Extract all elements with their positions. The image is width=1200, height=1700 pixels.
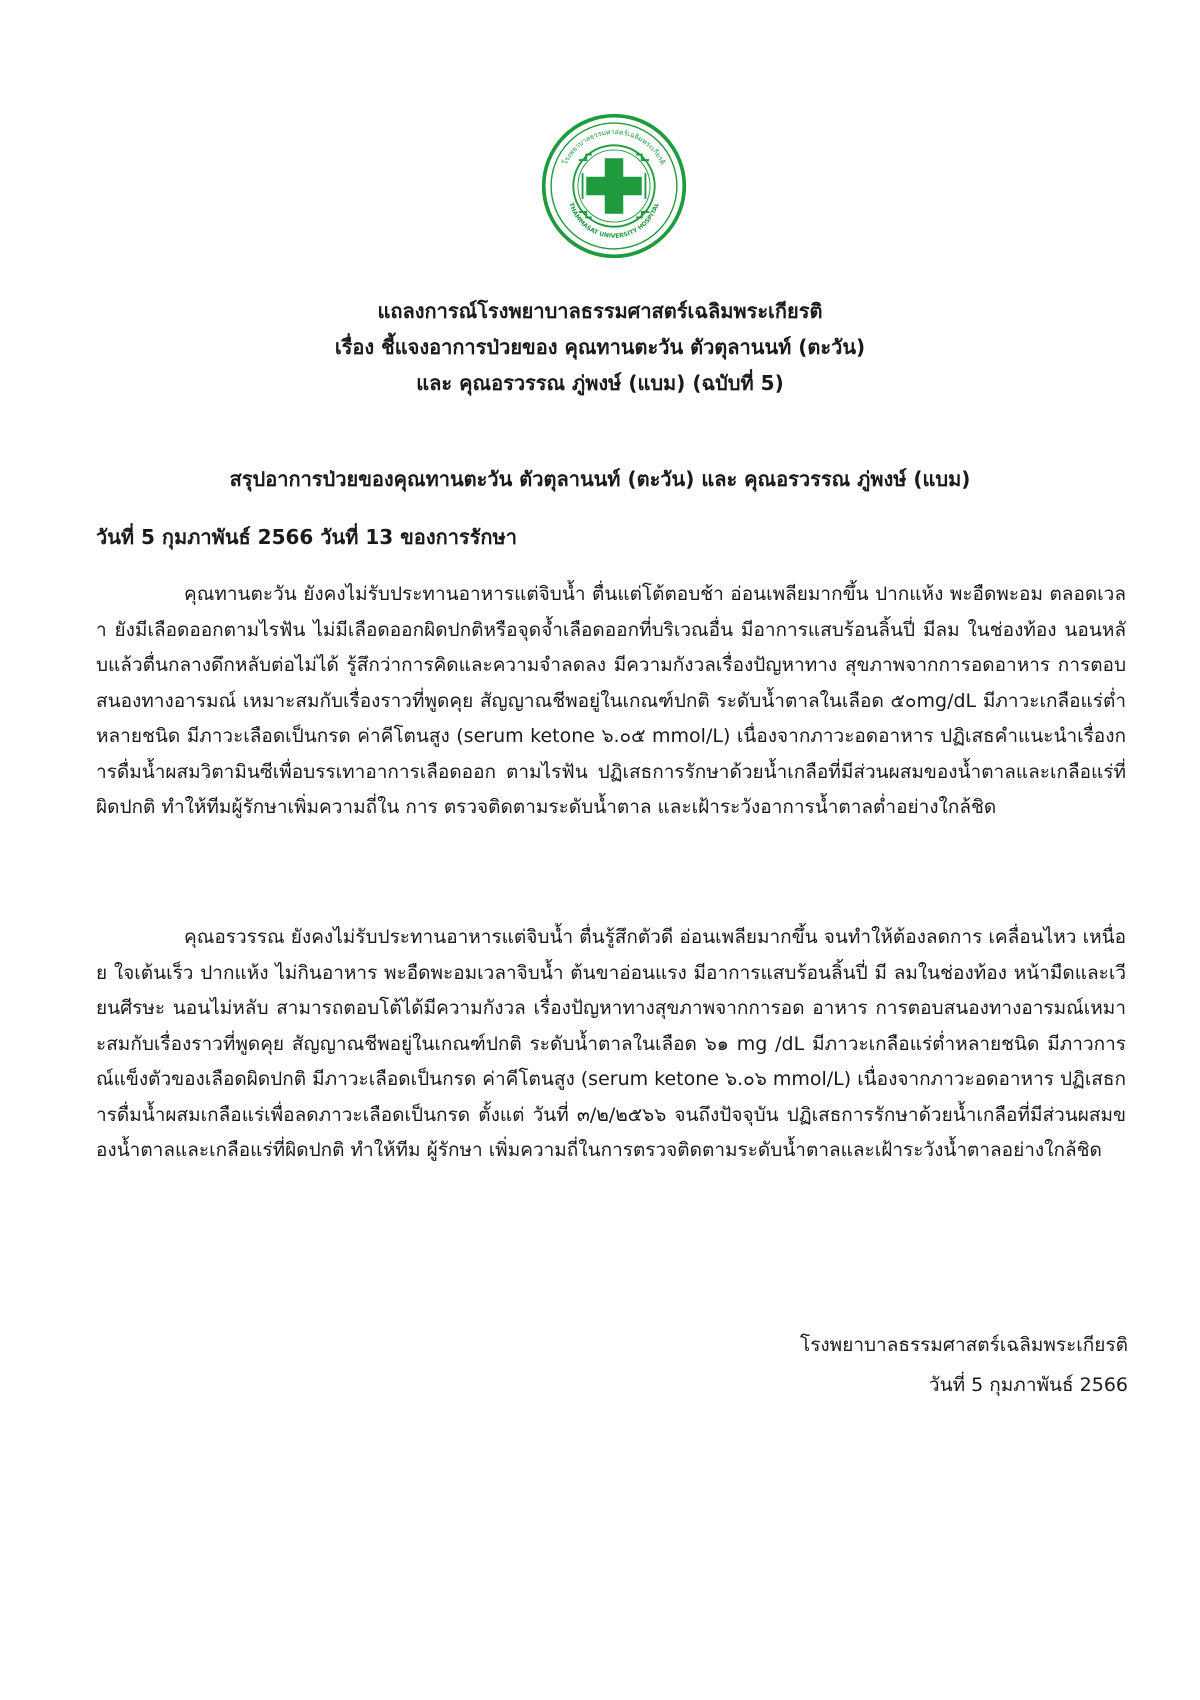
signature-date: วันที่ 5 กุมภาพันธ์ 2566	[928, 1374, 1128, 1396]
heading-line-3: และ คุณอรวรรณ ภู่พงษ์ (แบม) (ฉบับที่ 5)	[416, 371, 784, 395]
logo-ring-text-top: โรงพยาบาลธรรมศาสตร์เฉลิมพระเกียรติ	[561, 128, 667, 167]
paragraph-orawan: คุณอรวรรณ ยังคงไม่รับประทานอาหารแต่จิบน้ำ ตื่นรู้สึกตัวดี อ่อนเพลียมากขึ้น จนทำให้ต้องลดการ เคลื่อนไหว เหนื่อย ใจเต้นเร็ว ปากแห้ง ไม่กินอาหาร พะอืดพะอมเวลาจิบน้ำ ต้นขาอ่อนแรง มีอาการแสบร้อนลิ้นปี่ มี ลมในช่องท้อง หน้ามืดและเวียนศีรษะ นอนไม่หลับ สามารถตอบโต้ได้มีความกังวล เรื่องปัญหาทางสุขภาพจากการอด อาหาร การตอบสนองทางอารมณ์เหมาะสมกับเรื่องราวที่พูดคุย สัญญาณชีพอยู่ในเกณฑ์ปกติ ระดับน้ำตาลในเลือด ๖๑ mg /dL มีภาวะเกลือแร่ต่ำหลายชนิด มีภาวการณ์แข็งตัวของเลือดผิดปกติ มีภาวะเลือดเป็นกรด ค่าคีโตนสูง (serum ketone ๖.๐๖ mmol/L) เนื่องจากภาวะอดอาหาร ปฏิเสธการดื่มน้ำผสมเกลือแร่เพื่อลดภาวะเลือดเป็นกรด ตั้งแต่ วันที่ ๓/๒/๒๕๖๖ จนถึงปัจจุบัน ปฏิเสธการรักษาด้วยน้ำเกลือที่มีส่วนผสมของน้ำตาลและเกลือแร่ที่ผิดปกติ ทำให้ทีม ผู้รักษา เพิ่มความถี่ในการตรวจติดตามระดับน้ำตาลและเฝ้าระวังน้ำตาลอย่างใกล้ชิด	[96, 926, 1127, 1161]
signature-org: โรงพยาบาลธรรมศาสตร์เฉลิมพระเกียรติ	[799, 1334, 1128, 1356]
paragraph-tawan: คุณทานตะวัน ยังคงไม่รับประทานอาหารแต่จิบน้ำ ตื่นแต่โต้ตอบช้า อ่อนเพลียมากขึ้น ปากแห้ง พะอืดพะอม ตลอดเวลา ยังมีเลือดออกตามไรฟัน ไม่มีเลือดออกผิดปกติหรือจุดจ้ำเลือดออกที่บริเวณอื่น มีอาการแสบร้อนลิ้นปี่ มีลม ในช่องท้อง นอนหลับแล้วตื่นกลางดึกหลับต่อไม่ได้ รู้สึกว่าการคิดและความจำลดลง มีความกังวลเรื่องปัญหาทาง สุขภาพจากการอดอาหาร การตอบสนองทางอารมณ์ เหมาะสมกับเรื่องราวที่พูดคุย สัญญาณชีพอยู่ในเกณฑ์ปกติ ระดับน้ำตาลในเลือด ๕๐mg/dL มีภาวะเกลือแร่ต่ำหลายชนิด มีภาวะเลือดเป็นกรด ค่าคีโตนสูง (serum ketone ๖.๐๕ mmol/L) เนื่องจากภาวะอดอาหาร ปฏิเสธคำแนะนำเรื่องการดื่มน้ำผสมวิตามินซีเพื่อบรรเทาอาการเลือดออก ตามไรฟัน ปฏิเสธการรักษาด้วยน้ำเกลือที่มีส่วนผสมของน้ำตาลและเกลือแร่ที่ผิดปกติ ทำให้ทีมผู้รักษาเพิ่มความถี่ใน การ ตรวจติดตามระดับน้ำตาล และเฝ้าระวังอาการน้ำตาลต่ำอย่างใกล้ชิด	[96, 583, 1126, 818]
summary-title: สรุปอาการป่วยของคุณทานตะวัน ตัวตุลานนท์ (ตะวัน) และ คุณอรวรรณ ภู่พงษ์ (แบม)	[229, 467, 971, 491]
green-cross-seal-icon	[540, 112, 688, 260]
treatment-date-line: วันที่ 5 กุมภาพันธ์ 2566 วันที่ 13 ของการรักษา	[96, 525, 517, 549]
signature-block	[800, 1325, 1128, 1405]
statement-heading	[0, 293, 1200, 401]
heading-line-1: แถลงการณ์โรงพยาบาลธรรมศาสตร์เฉลิมพระเกียรติ	[377, 299, 823, 323]
heading-line-2: เรื่อง ชี้แจงอาการป่วยของ คุณทานตะวัน ตัวตุลานนท์ (ตะวัน)	[334, 335, 866, 359]
logo-ring-text-bottom: THAMMASAT UNIVERSITY HOSPITAL	[567, 201, 661, 240]
